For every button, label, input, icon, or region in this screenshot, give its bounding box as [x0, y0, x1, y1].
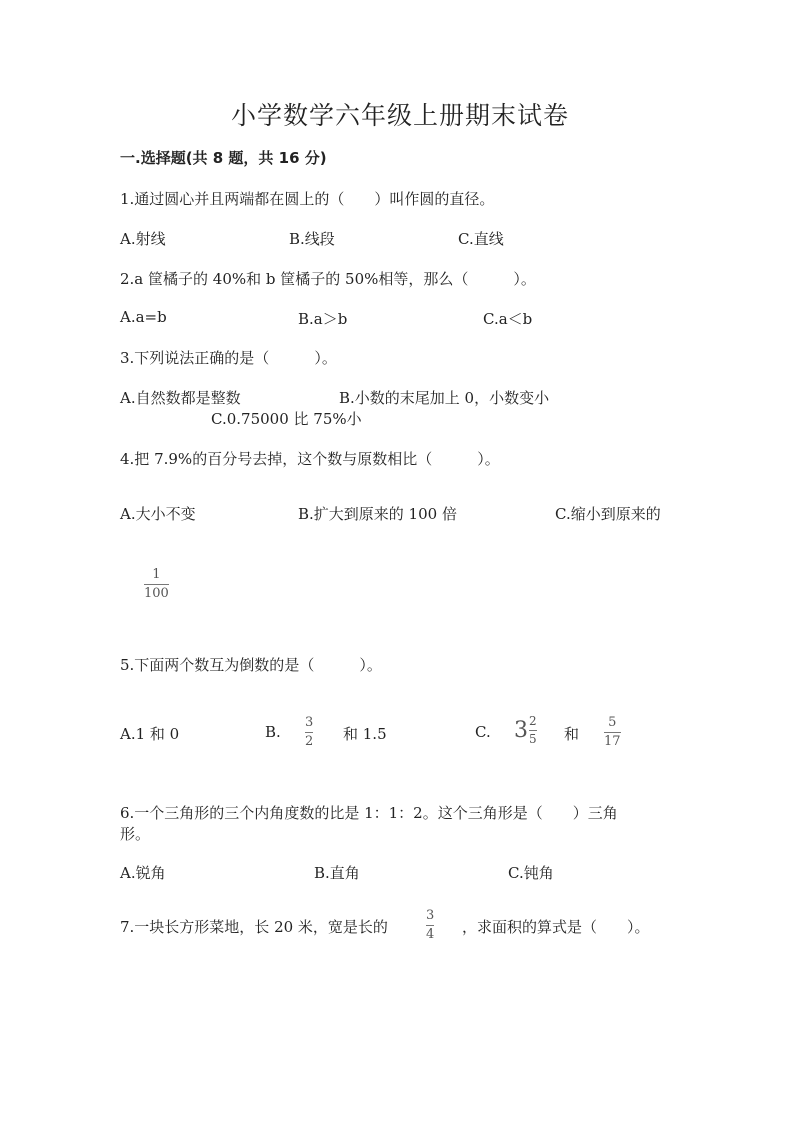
fraction-bar [144, 584, 169, 585]
question-6-stem-line-1: 6.一个三角形的三个内角度数的比是 1：1：2。这个三角形是（ ）三角 [120, 804, 618, 822]
question-7-stem-start: 7.一块长方形菜地，长 20 米，宽是长的 [120, 918, 388, 936]
fraction-numerator: 3 [305, 715, 314, 730]
fraction-numerator: 2 [529, 714, 537, 728]
fraction-numerator: 1 [152, 567, 161, 582]
fraction-denominator: 4 [426, 927, 435, 943]
question-5-stem: 5.下面两个数互为倒数的是（ ）。 [120, 656, 382, 674]
question-2-option-b: B.a＞b [298, 310, 348, 328]
question-2-option-c: C.a＜b [483, 310, 533, 328]
question-4-option-c: C.缩小到原来的 [555, 505, 661, 523]
question-5-option-b-fraction [305, 716, 313, 750]
question-1-option-c: C.直线 [458, 230, 504, 248]
fraction-denominator: 2 [305, 734, 314, 750]
fraction-denominator: 5 [529, 732, 537, 747]
question-1-option-a: A.射线 [120, 230, 166, 248]
fraction-numerator: 3 [426, 908, 435, 923]
fraction-bar [305, 732, 313, 733]
question-3-option-a: A.自然数都是整数 [120, 389, 241, 407]
mixed-number-whole: 3 [514, 718, 528, 744]
mixed-number-fraction [529, 715, 537, 746]
question-4-stem: 4.把 7.9%的百分号去掉，这个数与原数相比（ ）。 [120, 450, 500, 468]
question-5-option-b-label: B. [265, 723, 281, 741]
question-5-option-c-mixed-number [514, 715, 537, 746]
section-heading: 一.选择题(共 8 题，共 16 分) [120, 149, 327, 167]
fraction-denominator: 17 [604, 734, 621, 750]
question-2-stem: 2.a 筐橘子的 40%和 b 筐橘子的 50%相等，那么（ ）。 [120, 270, 536, 288]
question-4-option-b: B.扩大到原来的 100 倍 [298, 505, 457, 523]
question-6-option-c: C.钝角 [508, 864, 554, 882]
fraction-bar [604, 732, 621, 733]
question-1-option-b: B.线段 [289, 230, 335, 248]
question-2-option-a: A.a=b [120, 308, 167, 326]
question-3-stem: 3.下列说法正确的是（ ）。 [120, 349, 337, 367]
question-6-option-b: B.直角 [314, 864, 360, 882]
question-7-fraction [426, 909, 434, 943]
fraction-numerator: 5 [608, 715, 617, 730]
question-5-option-b-tail: 和 1.5 [343, 725, 387, 743]
page-title: 小学数学六年级上册期末试卷 [230, 101, 569, 130]
question-7-stem-end: ，求面积的算式是（ ）。 [462, 918, 650, 936]
question-5-option-a: A.1 和 0 [120, 725, 180, 743]
fraction-bar [529, 730, 537, 731]
question-3-option-b: B.小数的末尾加上 0，小数变小 [339, 389, 550, 407]
fraction-denominator: 100 [144, 586, 169, 602]
question-6-option-a: A.锐角 [120, 864, 166, 882]
question-1-stem: 1.通过圆心并且两端都在圆上的（ ）叫作圆的直径。 [120, 190, 495, 208]
question-5-option-c-and: 和 [564, 725, 580, 743]
fraction-bar [426, 925, 434, 926]
question-3-option-c: C.0.75000 比 75%小 [211, 410, 362, 428]
question-6-stem-line-2: 形。 [120, 825, 151, 843]
question-4-fraction [144, 568, 169, 602]
question-5-option-c-label: C. [475, 723, 491, 741]
question-4-option-a: A.大小不变 [120, 505, 196, 523]
question-5-option-c-fraction [604, 716, 621, 750]
